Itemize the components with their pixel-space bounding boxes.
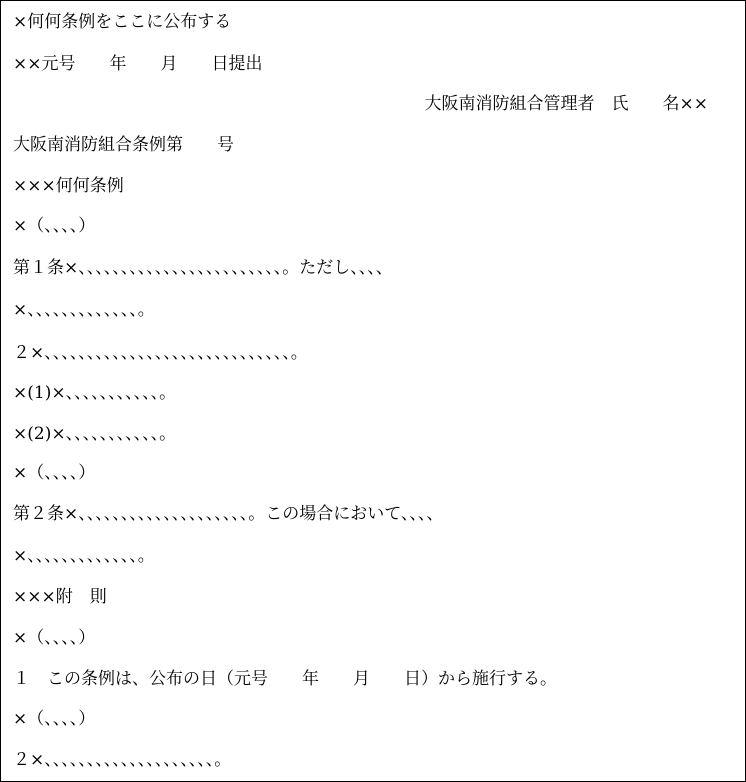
- supplementary-caption-1: ×（、、、、）: [13, 628, 96, 648]
- supplementary-paragraph-2: ２×、、、、、、、、、、、、、、、、、、、、。: [13, 750, 232, 770]
- promulgation-line: ×何何条例をここに公布する: [13, 12, 232, 32]
- administrator-signature-line: 大阪南消防組合管理者 氏 名××: [424, 94, 708, 114]
- article-2-text: 第２条×、、、、、、、、、、、、、、、、、、、、。この場合において、、、、: [13, 504, 444, 524]
- ordinance-number-line: 大阪南消防組合条例第 号: [13, 135, 234, 155]
- article-2-text-continued: ×、、、、、、、、、、、、、。: [13, 546, 155, 566]
- article-2-caption: ×（、、、、）: [13, 463, 96, 483]
- supplementary-caption-2: ×（、、、、）: [13, 709, 96, 729]
- article-1-text: 第１条×、、、、、、、、、、、、、、、、、、、、、、、、。ただし、、、、: [13, 258, 393, 278]
- article-1-text-continued: ×、、、、、、、、、、、、、。: [13, 300, 155, 320]
- article-1-caption: ×（、、、、）: [13, 216, 96, 236]
- ordinance-title: ×××何何条例: [13, 176, 124, 196]
- article-1-paragraph-2: ２×、、、、、、、、、、、、、、、、、、、、、、、、、、、、、。: [13, 343, 308, 363]
- article-1-item-1: ×(1)×、、、、、、、、、、、。: [13, 383, 177, 403]
- supplementary-paragraph-1: １ この条例は、公布の日（元号 年 月 日）から施行する。: [13, 669, 557, 689]
- submission-date-line: ××元号 年 月 日提出: [13, 54, 263, 74]
- article-1-item-2: ×(2)×、、、、、、、、、、、。: [13, 424, 177, 444]
- supplementary-provisions-heading: ×××附 則: [13, 587, 107, 607]
